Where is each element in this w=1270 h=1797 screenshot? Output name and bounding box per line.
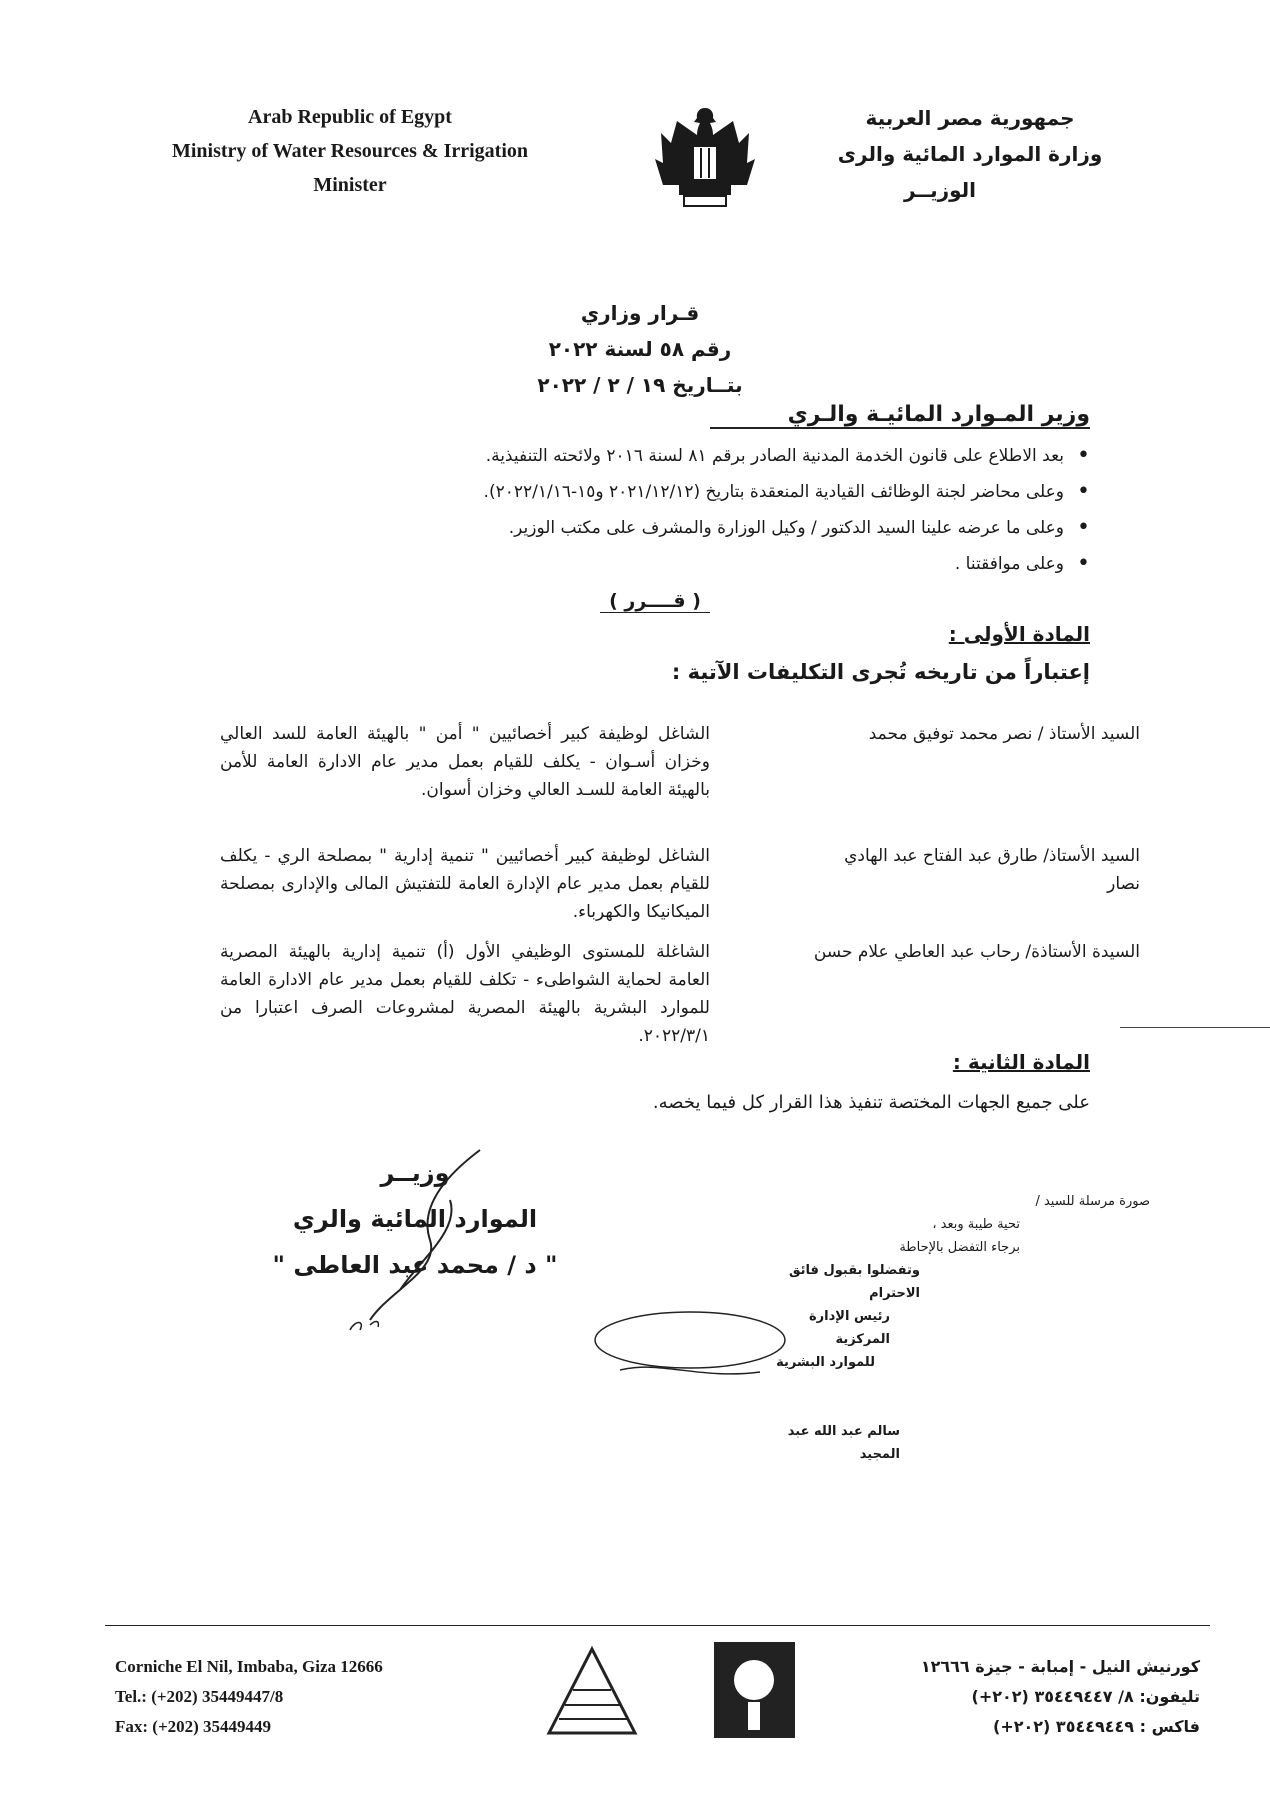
preamble-item: • وعلى ما عرضه علينا السيد الدكتور / وكيل الوزارة والمشرف على مكتب الوزير. <box>190 510 1090 546</box>
cc-line: صورة مرسلة للسيد / <box>1035 1194 1150 1209</box>
footer-fax-en: Fax: (+202) 35449449 <box>115 1717 272 1736</box>
cc-line: برجاء التفضل بالإحاطة <box>899 1240 1020 1255</box>
decides-heading: ( قــــرر ) <box>600 590 710 613</box>
assignee-description: الشاغلة للمستوى الوظيفي الأول (أ) تنمية إدارية بالهيئة المصرية العامة لحماية الشواطىء - تكلف للقيام بعمل مدير عام الادارة العامة للموارد البشرية بالهيئة المصرية لمشروعات الصرف اعتبارا من ٢٠٢٢/٣/١. <box>220 942 710 1046</box>
cc-line: رئيس الإدارة المركزية <box>809 1309 890 1347</box>
article2-text: على جميع الجهات المختصة تنفيذ هذا القرار كل فيما يخصه. <box>652 1092 1090 1113</box>
preamble-list <box>190 438 1090 582</box>
header-en <box>130 100 570 202</box>
decree-number: رقم ٥٨ لسنة ٢٠٢٢ <box>548 337 732 361</box>
footer-ar <box>880 1652 1200 1742</box>
preamble-item: • وعلى موافقتنا . <box>190 546 1090 582</box>
preamble-item: • بعد الاطلاع على قانون الخدمة المدنية الصادر برقم ٨١ لسنة ٢٠١٦ ولائحته التنفيذية. <box>190 438 1090 474</box>
header-ar <box>790 100 1150 208</box>
ministry-name-ar: وزارة الموارد المائية والرى <box>837 142 1103 166</box>
cc-line: للموارد البشرية <box>776 1355 875 1370</box>
footer-address-en: Corniche El Nil, Imbaba, Giza 12666 <box>115 1657 383 1676</box>
assignee-name: السيد الأستاذ/ طارق عبد الفتاح عبد الهادي نصار <box>844 846 1140 894</box>
footer-tel-en: Tel.: (+202) 35449447/8 <box>115 1687 284 1706</box>
cc-note <box>750 1190 1150 1466</box>
footer-divider <box>105 1625 1210 1626</box>
assignee-name: السيدة الأستاذة/ رحاب عبد العاطي علام حسن <box>813 942 1140 962</box>
handwritten-signature-icon <box>330 1140 510 1340</box>
decree-date: بتــاريخ ١٩ / ٢ / ٢٠٢٢ <box>537 373 743 397</box>
assignee-name: السيد الأستاذ / نصر محمد توفيق محمد <box>868 724 1140 744</box>
footer-fax-ar: فاكس : ٣٥٤٤٩٤٤٩ (٢٠٢+) <box>993 1717 1200 1736</box>
footer-address-ar: كورنيش النيل - إمبابة - جيزة ١٢٦٦٦ <box>920 1657 1200 1676</box>
article1-title: المادة الأولى : <box>948 622 1090 646</box>
minister-title: وزير المـوارد المائيـة والـري <box>710 402 1090 429</box>
pyramid-logo-icon <box>545 1645 640 1740</box>
eagle-emblem-icon <box>650 100 760 220</box>
cc-signer-name: سالم عبد الله عبد المجيد <box>787 1424 900 1462</box>
decree-heading <box>480 295 800 403</box>
preamble-item: • وعلى محاضر لجنة الوظائف القيادية المنعقدة بتاريخ (٢٠٢١/١٢/١٢ و١٥-٢٠٢٢/١/١٦). <box>190 474 1090 510</box>
decree-title: قـرار وزاري <box>580 301 700 325</box>
ministry-name-en: Ministry of Water Resources & Irrigation <box>171 140 529 162</box>
signature-name: " د / محمد عبد العاطى " <box>272 1251 558 1279</box>
footer-en <box>115 1652 383 1742</box>
article1-lead: إعتباراً من تاريخه تُجرى التكليفات الآتية : <box>671 660 1090 684</box>
assignee-description: الشاغل لوظيفة كبير أخصائيين " تنمية إدارية " بمصلحة الري - يكلف للقيام بعمل مدير عام الإدارة العامة للتفتيش المالى والإدارى بمصلحة الميكانيكا والكهرباء. <box>220 846 710 922</box>
country-name-ar: جمهورية مصر العربية <box>865 106 1075 130</box>
office-name-en: Minister <box>313 174 387 196</box>
office-name-ar: الوزيــر <box>903 178 977 202</box>
assignee-description: الشاغل لوظيفة كبير أخصائيين " أمن " بالهيئة العامة للسد العالي وخزان أسـوان - يكلف للقيام بعمل مدير عام الادارة العامة للأمن بالهيئة العامة للسـد العالي وخزان أسوان. <box>220 724 710 800</box>
cc-line: تحية طيبة وبعد ، <box>932 1217 1020 1232</box>
cc-signature-icon <box>580 1300 800 1410</box>
footer-tel-ar: تليفون: ٨/ ٣٥٤٤٩٤٤٧ (٢٠٢+) <box>971 1687 1200 1706</box>
cc-line: وتفضلوا بقبول فائق الاحترام <box>788 1263 920 1301</box>
signature-ministry: الموارد المائية والري <box>292 1205 538 1233</box>
margin-line <box>1120 1027 1270 1028</box>
signature-title: وزيــر <box>380 1159 450 1187</box>
article2-title: المادة الثانية : <box>952 1050 1090 1074</box>
ministry-logo-icon <box>712 1640 797 1740</box>
country-name-en: Arab Republic of Egypt <box>248 106 452 128</box>
